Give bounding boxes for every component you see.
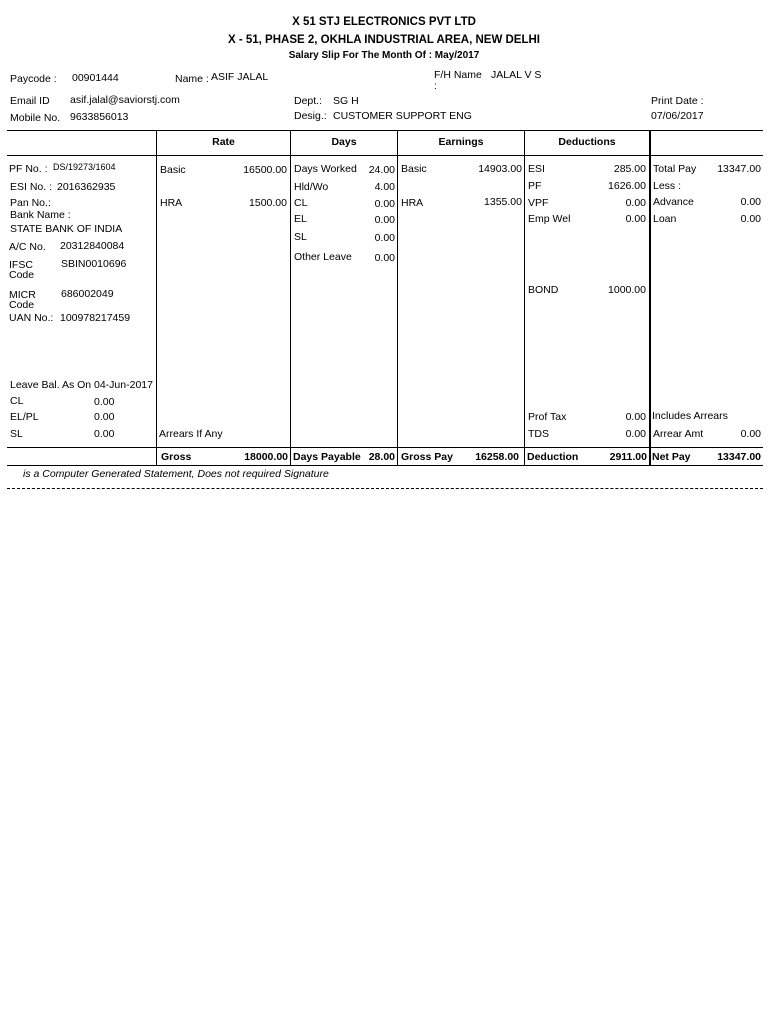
ifsc-label: IFSC [9, 259, 33, 271]
loan-value: 0.00 [740, 213, 761, 225]
rate-basic-value: 16500.00 [243, 164, 287, 176]
days-sl-value: 0.00 [374, 232, 395, 244]
less-label: Less : [653, 180, 682, 192]
footer-note: is a Computer Generated Statement, Does not required Signature [23, 468, 329, 480]
micr-label: MICR [9, 289, 36, 301]
header-deductions: Deductions [558, 136, 616, 148]
mobile-value: 9633856013 [70, 111, 129, 123]
days-hldwo-value: 4.00 [374, 181, 395, 193]
leave-cl-value: 0.00 [94, 396, 115, 408]
col-divider-rate [290, 130, 291, 465]
uan-no-label: UAN No.: [9, 312, 54, 324]
dept-value: SG H [333, 95, 359, 107]
deduction-prof-tax-value: 0.00 [625, 411, 646, 423]
total-pay-label: Total Pay [653, 163, 697, 175]
rate-hra-value: 1500.00 [249, 197, 287, 209]
net-pay-value: 13347.00 [717, 451, 761, 463]
company-address: X - 51, PHASE 2, OKHLA INDUSTRIAL AREA, NEW DELHI [227, 34, 541, 46]
deduction-esi-label: ESI [528, 163, 545, 175]
col-divider-earnings [524, 130, 525, 465]
arrear-amt-value: 0.00 [740, 428, 761, 440]
pf-no-label: PF No. : [9, 163, 48, 175]
advance-value: 0.00 [740, 196, 761, 208]
fh-name-value: JALAL V S [491, 69, 542, 81]
deduction-bond-label: BOND [528, 284, 559, 296]
gross-pay-value: 16258.00 [475, 451, 519, 463]
pf-no-value: DS/19273/1604 [53, 162, 116, 172]
days-other-leave-value: 0.00 [374, 252, 395, 264]
deduction-total-value: 2911.00 [609, 451, 647, 463]
days-worked-label: Days Worked [294, 163, 357, 175]
col-divider-days [397, 130, 398, 465]
micr-code-label: Code [9, 299, 35, 311]
earnings-hra-value: 1355.00 [484, 196, 522, 208]
deduction-vpf-label: VPF [528, 197, 549, 209]
deduction-pf-label: PF [528, 180, 542, 192]
deduction-empwel-value: 0.00 [625, 213, 646, 225]
fh-name-label: F/H Name [434, 69, 482, 81]
esi-no-label: ESI No. : [10, 181, 53, 193]
days-el-value: 0.00 [374, 214, 395, 226]
slip-title: Salary Slip For The Month Of : May/2017 [288, 50, 480, 61]
print-date-label: Print Date : [651, 95, 704, 107]
micr-value: 686002049 [61, 288, 114, 300]
deduction-esi-value: 285.00 [613, 163, 646, 175]
deduction-prof-tax-label: Prof Tax [528, 411, 567, 423]
rate-hra-label: HRA [160, 197, 183, 209]
days-worked-value: 24.00 [368, 164, 395, 176]
header-earnings: Earnings [438, 136, 484, 148]
days-cl-value: 0.00 [374, 198, 395, 210]
deduction-bond-value: 1000.00 [608, 284, 646, 296]
earnings-basic-label: Basic [401, 163, 427, 175]
col-divider-info [156, 130, 157, 465]
name-value: ASIF JALAL [211, 71, 269, 83]
paycode-label: Paycode : [10, 73, 57, 85]
desig-label: Desig.: [294, 110, 327, 122]
rate-basic-label: Basic [160, 164, 186, 176]
bank-name-label: Bank Name : [10, 209, 71, 221]
mobile-label: Mobile No. [10, 112, 61, 124]
days-other-leave-label: Other Leave [294, 251, 352, 263]
deduction-tds-value: 0.00 [625, 428, 646, 440]
bank-name-value: STATE BANK OF INDIA [10, 223, 123, 235]
days-payable-value: 28.00 [368, 451, 395, 463]
fh-name-colon: : [434, 80, 437, 92]
email-value: asif.jalal@saviorstj.com [70, 94, 180, 106]
total-pay-value: 13347.00 [717, 163, 761, 175]
leave-sl-value: 0.00 [94, 428, 115, 440]
deduction-pf-value: 1626.00 [608, 180, 646, 192]
totals-bottom-rule [7, 465, 763, 466]
arrear-amt-label: Arrear Amt [653, 428, 704, 440]
print-date-value: 07/06/2017 [651, 110, 704, 122]
name-label: Name : [175, 73, 209, 85]
leave-balance-label: Leave Bal. As On [10, 379, 92, 391]
leave-sl-label: SL [10, 428, 23, 440]
includes-arrears-label: Includes Arrears [652, 410, 728, 422]
leave-balance-date: 04-Jun-2017 [94, 379, 153, 391]
ifsc-code-label: Code [9, 269, 35, 281]
col-divider-deductions [649, 130, 651, 465]
dept-label: Dept.: [294, 95, 323, 107]
net-pay-label: Net Pay [652, 451, 691, 463]
leave-elpl-label: EL/PL [10, 411, 39, 423]
company-name: X 51 STJ ELECTRONICS PVT LTD [292, 16, 476, 28]
leave-elpl-value: 0.00 [94, 411, 115, 423]
cut-line [7, 488, 763, 489]
deduction-empwel-label: Emp Wel [528, 213, 571, 225]
earnings-basic-value: 14903.00 [478, 163, 522, 175]
desig-value: CUSTOMER SUPPORT ENG [333, 110, 472, 122]
gross-label: Gross [161, 451, 192, 463]
ac-no-value: 20312840084 [60, 240, 125, 252]
ifsc-value: SBIN0010696 [61, 258, 127, 270]
header-days: Days [331, 136, 357, 148]
email-label: Email ID [10, 95, 50, 107]
gross-pay-label: Gross Pay [401, 451, 453, 463]
days-cl-label: CL [294, 197, 308, 209]
gross-value: 18000.00 [244, 451, 288, 463]
days-el-label: EL [294, 213, 307, 225]
header-rate: Rate [212, 136, 235, 148]
pan-no-label: Pan No.: [10, 197, 51, 209]
loan-label: Loan [653, 213, 677, 225]
days-sl-label: SL [294, 231, 307, 243]
deduction-tds-label: TDS [528, 428, 549, 440]
deduction-total-label: Deduction [527, 451, 579, 463]
uan-no-value: 100978217459 [60, 312, 131, 324]
days-hldwo-label: Hld/Wo [294, 181, 329, 193]
advance-label: Advance [653, 196, 694, 208]
arrears-if-any-label: Arrears If Any [159, 428, 223, 440]
paycode-value: 00901444 [72, 72, 119, 84]
leave-cl-label: CL [10, 395, 24, 407]
earnings-hra-label: HRA [401, 197, 424, 209]
ac-no-label: A/C No. [9, 241, 46, 253]
deduction-vpf-value: 0.00 [625, 197, 646, 209]
esi-no-value: 2016362935 [57, 181, 116, 193]
days-payable-label: Days Payable [293, 451, 361, 463]
